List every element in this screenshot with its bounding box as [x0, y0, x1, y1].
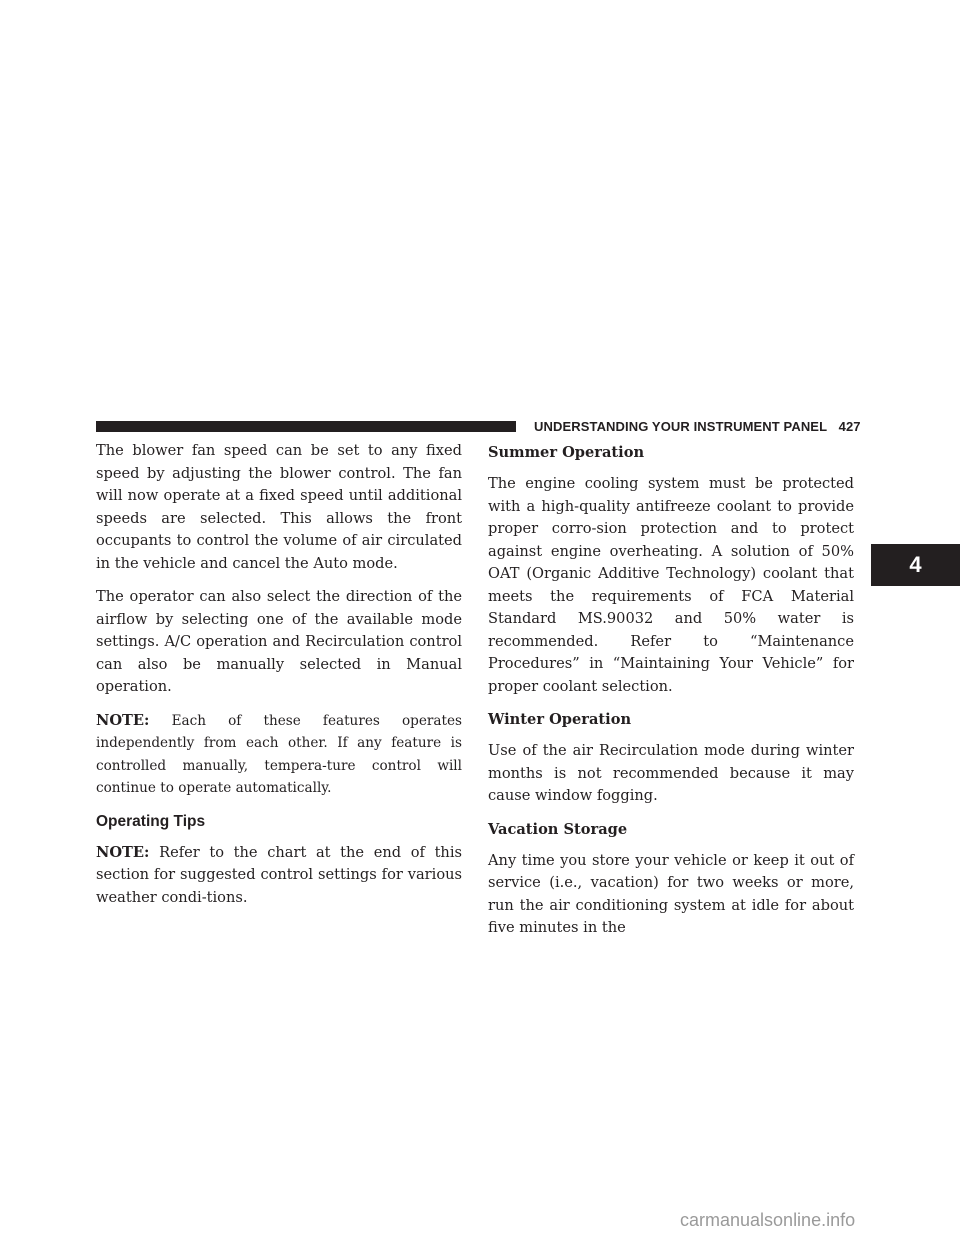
paragraph-vacation-storage: Any time you store your vehicle or keep it out of service (i.e., vacation) for two weeks or more, run the air conditioning system at idle for about five minutes in the — [488, 851, 854, 936]
section-title: UNDERSTANDING YOUR INSTRUMENT PANEL — [534, 419, 827, 434]
note-label: NOTE: — [96, 711, 150, 729]
right-column — [488, 442, 854, 951]
note-chart-reference — [96, 842, 462, 910]
note-text: Each of these features operates independently from each other. If any feature is controlled manually, tempera-ture control will continue to operate automatically. — [96, 712, 462, 796]
heading-summer-operation: Summer Operation — [488, 444, 645, 461]
page-number: 427 — [838, 419, 861, 434]
paragraph-winter-operation: Use of the air Recirculation mode during winter months is not recommended because it may cause window fogging. — [488, 742, 854, 804]
paragraph-blower-fan: The blower fan speed can be set to any fixed speed by adjusting the blower control. The fan will now operate at a fixed speed until additional speeds are selected. This allows the front occupants to control the volume of air circulated in the vehicle and cancel the Auto mode. — [96, 442, 462, 572]
note-label: NOTE: — [96, 843, 150, 861]
footer-watermark: carmanualsonline.info — [680, 1210, 856, 1230]
paragraph-airflow-direction: The operator can also select the direction of the airflow by selecting one of the available mode settings. A/C operation and Recirculation control can also be manually selected in Manual operation. — [96, 588, 462, 695]
note-text: Refer to the chart at the end of this section for suggested control settings for various weather condi-tions. — [96, 843, 462, 906]
note-independent-features — [96, 710, 462, 800]
running-header — [534, 419, 861, 434]
heading-winter-operation: Winter Operation — [488, 711, 632, 728]
left-column — [96, 440, 462, 920]
heading-vacation-storage: Vacation Storage — [488, 820, 628, 838]
heading-operating-tips: Operating Tips — [96, 812, 206, 830]
chapter-tab — [871, 544, 960, 586]
chapter-number: 4 — [909, 552, 922, 577]
paragraph-summer-operation: The engine cooling system must be protected with a high-quality antifreeze coolant to provide proper corro-sion protection and to protect against engine overheating. A solution of 50% OAT (Organic Additive Technology) coolant that meets the requirements of FCA Material Standard MS.90032 and 50% water is recommended. Refer to “Maintenance Procedures” in “Maintaining Your Vehicle” for proper coolant selection. — [488, 475, 854, 695]
header-rule — [96, 421, 516, 432]
